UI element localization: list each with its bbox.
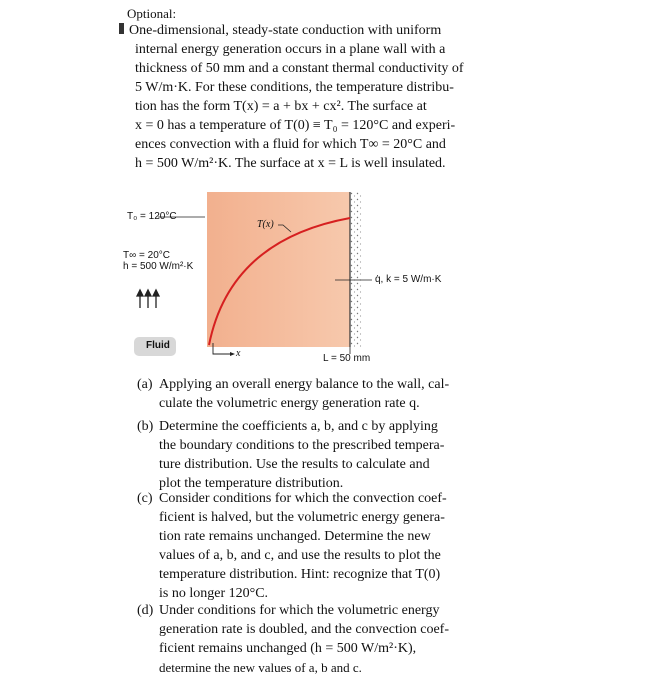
intro-line: 5 W/m·K. For these conditions, the temperature distribu-: [135, 80, 454, 95]
insulation: [350, 192, 362, 347]
problem-statement: [119, 21, 479, 173]
part-b-line: Determine the coefficients a, b, and c by applying: [159, 419, 438, 434]
part-d-line: Under conditions for which the volumetric energy: [159, 603, 440, 618]
part-a-line: Applying an overall energy balance to the wall, cal-: [159, 377, 450, 392]
length-label: L = 50 mm: [323, 353, 371, 364]
t0-label: T₀ = 120°C: [127, 211, 177, 222]
tx-label: T(x): [257, 219, 274, 230]
part-c-line: tion rate remains unchanged. Determine the new: [159, 529, 431, 544]
part-b-line: the boundary conditions to the prescribed tempera-: [159, 438, 445, 453]
problem-marker: [119, 23, 124, 34]
x-axis-arrowhead: [230, 352, 235, 356]
part-c-tag: (c): [137, 491, 153, 506]
intro-line: ences convection with a fluid for which T∞ = 20°C and: [135, 137, 446, 152]
part-d-line: determine the new values of a, b and c.: [159, 660, 362, 675]
tinf-label: T∞ = 20°C: [123, 250, 170, 261]
part-b-line: plot the temperature distribution.: [159, 476, 344, 491]
part-a-line: culate the volumetric energy generation rate q.: [159, 396, 420, 411]
fluid-flow-arrows: [137, 290, 159, 308]
part-c-line: Consider conditions for which the convection coef-: [159, 491, 447, 506]
intro-line: tion has the form T(x) = a + bx + cx². The surface at: [135, 99, 427, 114]
intro-line: x = 0 has a temperature of T(0) ≡ T₀ = 120°C and experi-: [135, 118, 456, 133]
plane-wall: [207, 192, 352, 347]
qk-label: q̇, k = 5 W/m·K: [375, 274, 442, 285]
intro-line: internal energy generation occurs in a plane wall with a: [135, 42, 446, 57]
part-c-line: ficient is halved, but the volumetric energy genera-: [159, 510, 445, 525]
part-d-tag: (d): [137, 603, 154, 618]
x-label: x: [236, 348, 241, 359]
part-a-tag: (a): [137, 377, 153, 392]
part-c-line: is no longer 120°C.: [159, 586, 269, 601]
part-b-tag: (b): [137, 419, 154, 434]
optional-label: Optional:: [127, 6, 177, 21]
fluid-label: Fluid: [146, 340, 170, 351]
part-c-line: temperature distribution. Hint: recognize that T(0): [159, 567, 441, 582]
part-b-line: ture distribution. Use the results to calculate and: [159, 457, 430, 472]
intro-line: One-dimensional, steady-state conduction with uniform: [119, 21, 479, 40]
intro-line: h = 500 W/m²·K. The surface at x = L is well insulated.: [135, 156, 446, 171]
part-c-line: values of a, b, and c, and use the results to plot the: [159, 548, 441, 563]
intro-line: thickness of 50 mm and a constant thermal conductivity of: [135, 61, 464, 76]
part-d-line: ficient remains unchanged (h = 500 W/m²·K),: [159, 641, 417, 656]
part-d-line: generation rate is doubled, and the convection coef-: [159, 622, 449, 637]
h-label: h = 500 W/m²·K: [123, 261, 194, 272]
